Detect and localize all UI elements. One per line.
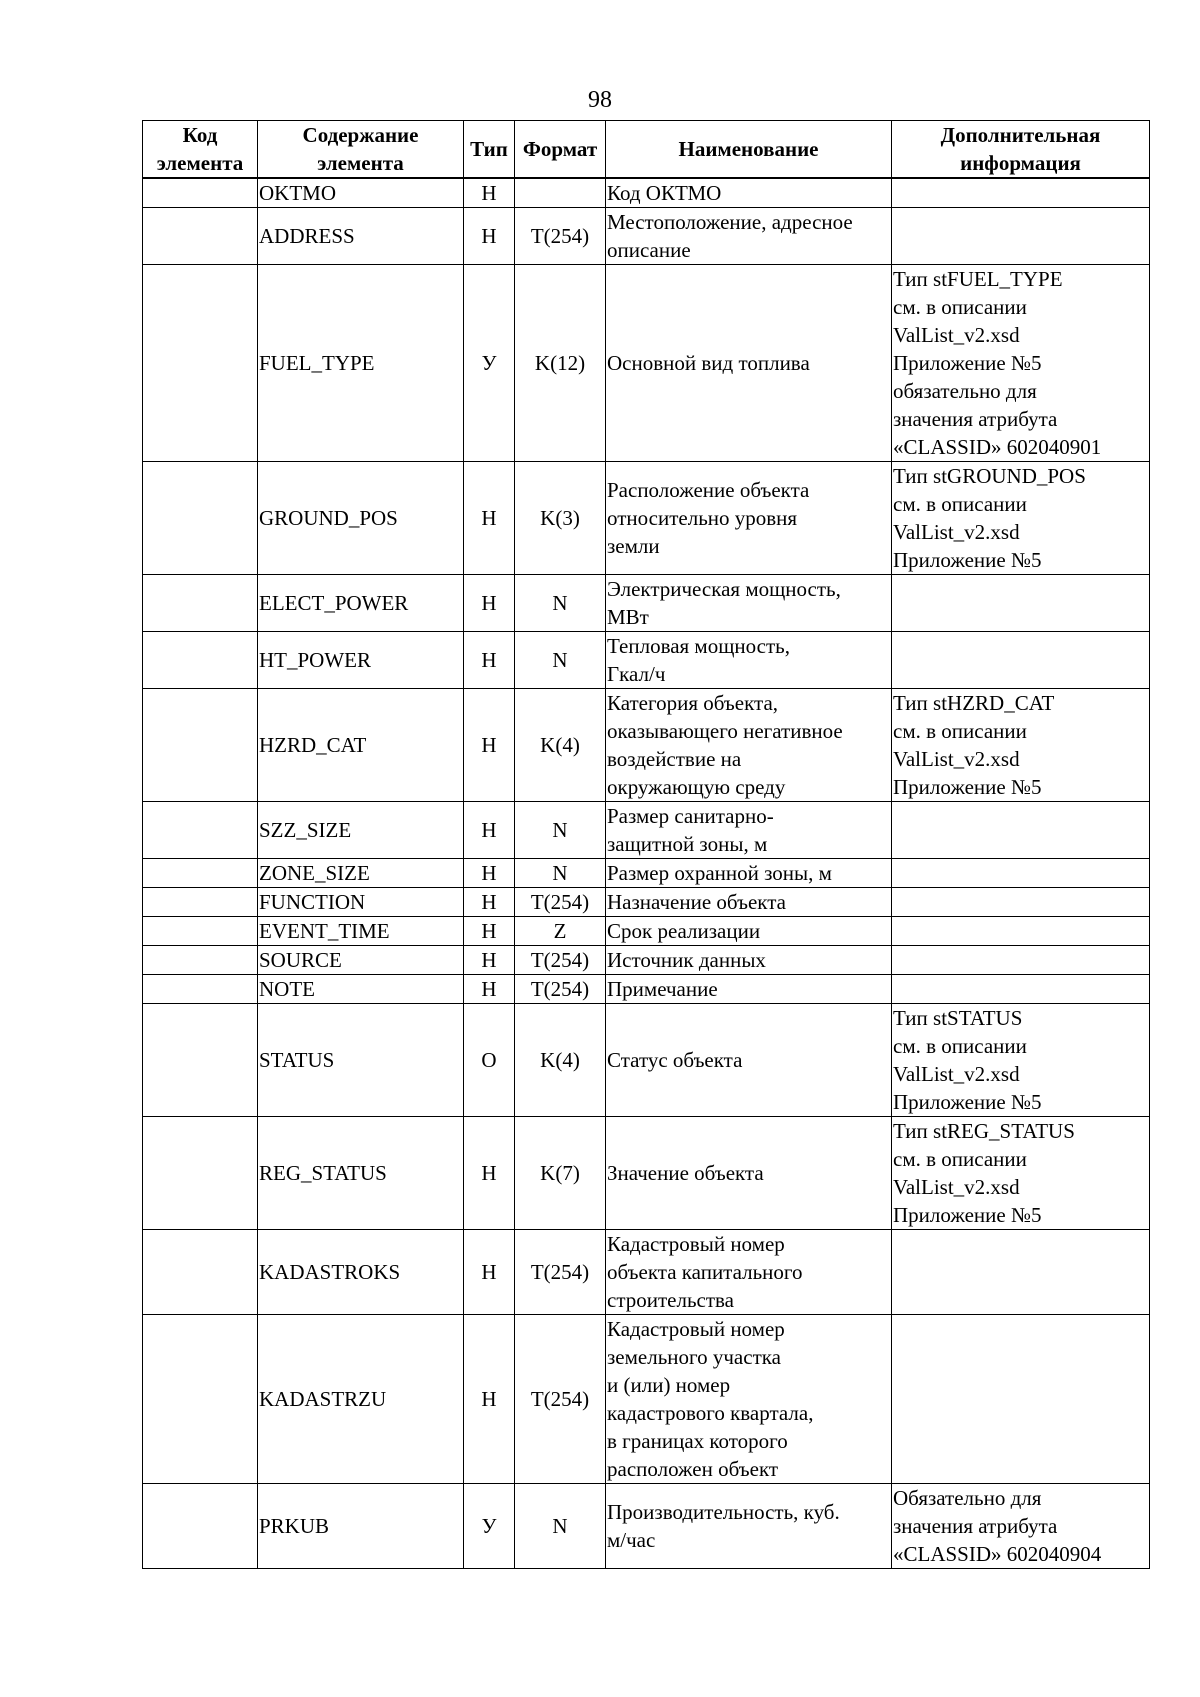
page-number: 98 [588,87,612,113]
cell-element: HT_POWER [258,632,464,689]
cell-element: KADASTRZU [258,1315,464,1484]
cell-code [143,802,258,859]
cell-name [606,946,892,975]
cell-name [606,462,892,575]
header-info: Дополнительная информация [892,121,1150,179]
table-row [143,178,1150,208]
header-format: Формат [515,121,606,179]
cell-name-line: Основной вид топлива [607,351,810,375]
cell-info-line: ValList_v2.xsd [893,1175,1020,1199]
cell-name-line: земли [607,534,660,558]
cell-format: N [515,575,606,632]
cell-name [606,888,892,917]
cell-type: Н [464,178,515,208]
table-row [143,1117,1150,1230]
cell-info [892,946,1150,975]
cell-code [143,917,258,946]
cell-code [143,1117,258,1230]
cell-element: PRKUB [258,1484,464,1569]
cell-info [892,689,1150,802]
table-row [143,888,1150,917]
cell-name-line: относительно уровня [607,506,798,530]
cell-name-line: Тепловая мощность, [607,634,790,658]
cell-info [892,975,1150,1004]
cell-info-line: Приложение №5 [893,1090,1042,1114]
cell-element: SZZ_SIZE [258,802,464,859]
cell-info-line: значения атрибута [893,1514,1058,1538]
cell-format: T(254) [515,946,606,975]
cell-name-line: Значение объекта [607,1161,764,1185]
cell-name [606,859,892,888]
cell-name-line: описание [607,238,691,262]
cell-info [892,1315,1150,1484]
cell-element: STATUS [258,1004,464,1117]
cell-info [892,208,1150,265]
cell-name [606,1230,892,1315]
table-row [143,1230,1150,1315]
cell-code [143,975,258,1004]
cell-name-line: Категория объекта, [607,691,779,715]
cell-info-line: см. в описании [893,719,1027,743]
cell-format: N [515,1484,606,1569]
cell-code [143,1004,258,1117]
cell-type: Н [464,888,515,917]
cell-format: T(254) [515,975,606,1004]
cell-info [892,917,1150,946]
cell-type: Н [464,208,515,265]
cell-format: N [515,859,606,888]
cell-type: Н [464,575,515,632]
cell-info-line: Тип stGROUND_POS [893,464,1086,488]
cell-type: Н [464,802,515,859]
cell-type: Н [464,689,515,802]
cell-code [143,462,258,575]
cell-code [143,888,258,917]
cell-format: T(254) [515,1230,606,1315]
cell-info [892,1004,1150,1117]
header-content: Содержание элемента [258,121,464,179]
cell-format: T(254) [515,1315,606,1484]
table-row [143,1004,1150,1117]
cell-info-line: Приложение №5 [893,351,1042,375]
table-row [143,265,1150,462]
cell-info [892,1117,1150,1230]
cell-element: ADDRESS [258,208,464,265]
table-row [143,462,1150,575]
cell-name-line: в границах которого [607,1429,788,1453]
cell-info [892,802,1150,859]
cell-type: Н [464,946,515,975]
table-row [143,632,1150,689]
cell-name-line: Примечание [607,977,718,1001]
cell-name [606,265,892,462]
cell-info-line: см. в описании [893,1147,1027,1171]
cell-code [143,208,258,265]
table-row [143,802,1150,859]
header-type: Тип [464,121,515,179]
cell-name-line: МВт [607,605,649,629]
table-body [143,178,1150,1569]
cell-name-line: Кадастровый номер [607,1232,785,1256]
cell-format: K(3) [515,462,606,575]
cell-name [606,178,892,208]
cell-type: У [464,265,515,462]
cell-type: Н [464,1315,515,1484]
cell-element: OKTMO [258,178,464,208]
cell-name [606,1484,892,1569]
cell-type: Н [464,859,515,888]
cell-info [892,632,1150,689]
cell-name-line: Расположение объекта [607,478,810,502]
cell-info [892,1484,1150,1569]
cell-name-line: Электрическая мощность, [607,577,841,601]
cell-name [606,802,892,859]
header-name: Наименование [606,121,892,179]
cell-element: SOURCE [258,946,464,975]
cell-name-line: объекта капитального [607,1260,803,1284]
cell-info-line: Тип stHZRD_CAT [893,691,1055,715]
cell-info [892,859,1150,888]
table-row [143,1315,1150,1484]
cell-name-line: Размер санитарно- [607,804,774,828]
table-row [143,208,1150,265]
cell-format: K(12) [515,265,606,462]
cell-format: T(254) [515,208,606,265]
cell-info-line: Тип stFUEL_TYPE [893,267,1063,291]
table-header-row [143,121,1150,179]
cell-element: EVENT_TIME [258,917,464,946]
cell-info [892,178,1150,208]
cell-format [515,178,606,208]
cell-name [606,1117,892,1230]
cell-element: ELECT_POWER [258,575,464,632]
cell-info-line: «CLASSID» 602040901 [893,435,1102,459]
cell-name [606,575,892,632]
cell-info-line: ValList_v2.xsd [893,520,1020,544]
table-row [143,917,1150,946]
table-row [143,859,1150,888]
cell-name-line: Код ОКТМО [607,181,722,205]
cell-info [892,888,1150,917]
cell-info-line: «CLASSID» 602040904 [893,1542,1102,1566]
table-row [143,946,1150,975]
cell-type: Н [464,917,515,946]
cell-info-line: Обязательно для [893,1486,1042,1510]
cell-name-line: Производительность, куб. [607,1500,840,1524]
cell-name-line: оказывающего негативное [607,719,843,743]
cell-info [892,462,1150,575]
cell-name [606,917,892,946]
cell-format: K(4) [515,1004,606,1117]
cell-code [143,632,258,689]
cell-name-line: земельного участка [607,1345,781,1369]
cell-info-line: обязательно для [893,379,1037,403]
table-row [143,1484,1150,1569]
cell-name-line: Источник данных [607,948,766,972]
cell-element: NOTE [258,975,464,1004]
cell-name [606,1315,892,1484]
cell-type: Н [464,632,515,689]
cell-name-line: кадастрового квартала, [607,1401,814,1425]
cell-name-line: Местоположение, адресное [607,210,853,234]
cell-type: О [464,1004,515,1117]
cell-name-line: строительства [607,1288,735,1312]
cell-type: Н [464,975,515,1004]
cell-format: T(254) [515,888,606,917]
cell-format: Z [515,917,606,946]
table-row [143,575,1150,632]
cell-name-line: Гкал/ч [607,662,666,686]
cell-name-line: Назначение объекта [607,890,786,914]
cell-element: REG_STATUS [258,1117,464,1230]
cell-name [606,632,892,689]
cell-code [143,178,258,208]
cell-info-line: ValList_v2.xsd [893,747,1020,771]
cell-info-line: см. в описании [893,492,1027,516]
cell-name [606,208,892,265]
cell-info-line: ValList_v2.xsd [893,1062,1020,1086]
cell-info-line: Тип stREG_STATUS [893,1119,1075,1143]
cell-element: KADASTROKS [258,1230,464,1315]
cell-type: У [464,1484,515,1569]
cell-info-line: значения атрибута [893,407,1058,431]
cell-name-line: Размер охранной зоны, м [607,861,832,885]
cell-name-line: воздействие на [607,747,742,771]
cell-info-line: Приложение №5 [893,548,1042,572]
cell-element: FUEL_TYPE [258,265,464,462]
cell-info-line: ValList_v2.xsd [893,323,1020,347]
cell-info [892,575,1150,632]
cell-type: Н [464,462,515,575]
cell-name-line: и (или) номер [607,1373,731,1397]
cell-format: K(7) [515,1117,606,1230]
cell-element: GROUND_POS [258,462,464,575]
header-code: Код элемента [143,121,258,179]
cell-element: HZRD_CAT [258,689,464,802]
cell-element: FUNCTION [258,888,464,917]
cell-info [892,1230,1150,1315]
cell-name [606,1004,892,1117]
cell-name-line: окружающую среду [607,775,786,799]
cell-name [606,689,892,802]
cell-code [143,689,258,802]
cell-type: Н [464,1117,515,1230]
cell-info-line: см. в описании [893,295,1027,319]
cell-name-line: Кадастровый номер [607,1317,785,1341]
cell-info [892,265,1150,462]
cell-name-line: м/час [607,1528,656,1552]
table-row [143,689,1150,802]
cell-name-line: Статус объекта [607,1048,743,1072]
cell-code [143,265,258,462]
cell-code [143,859,258,888]
cell-format: N [515,632,606,689]
cell-element: ZONE_SIZE [258,859,464,888]
cell-format: N [515,802,606,859]
cell-code [143,1230,258,1315]
cell-type: Н [464,1230,515,1315]
cell-name-line: расположен объект [607,1457,779,1481]
cell-code [143,575,258,632]
cell-name [606,975,892,1004]
cell-code [143,1315,258,1484]
element-spec-table [142,120,1150,1569]
cell-info-line: см. в описании [893,1034,1027,1058]
cell-code [143,1484,258,1569]
cell-format: K(4) [515,689,606,802]
cell-info-line: Тип stSTATUS [893,1006,1023,1030]
cell-code [143,946,258,975]
cell-name-line: защитной зоны, м [607,832,768,856]
cell-name-line: Срок реализации [607,919,761,943]
table-row [143,975,1150,1004]
cell-info-line: Приложение №5 [893,1203,1042,1227]
cell-info-line: Приложение №5 [893,775,1042,799]
